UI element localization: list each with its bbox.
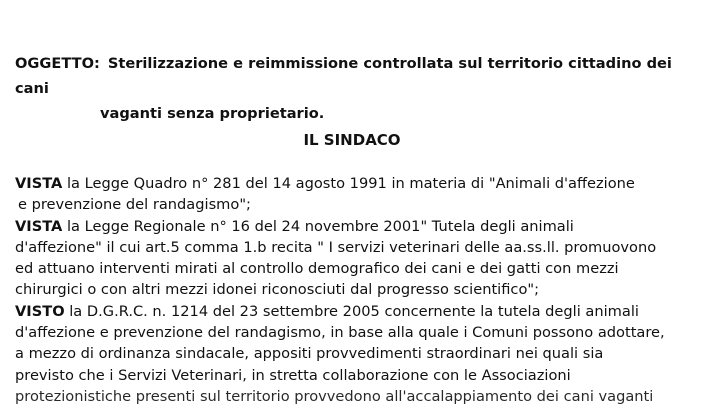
document-body xyxy=(15,173,695,407)
paragraph-line xyxy=(15,173,695,194)
subject-block xyxy=(15,51,695,126)
document-heading: IL SINDACO xyxy=(303,131,401,149)
paragraph-line: chirurgici o con altri mezzi idonei riconosciuti dal progresso scientifico"; xyxy=(15,281,540,299)
paragraph-line: d'affezione e prevenzione del randagismo, in base alla quale i Comuni possono adottare, xyxy=(15,324,665,342)
paragraph-line xyxy=(15,301,695,322)
paragraph-keyword: VISTA xyxy=(15,175,63,192)
paragraph-line: previsto che i Servizi Veterinari, in stretta collaborazione con le Associazioni xyxy=(15,366,571,384)
subject-label: OGGETTO: xyxy=(15,55,100,72)
paragraph-legge-quadro xyxy=(15,173,695,216)
subject-line-2: vaganti senza proprietario. xyxy=(100,105,325,122)
paragraph-keyword: VISTO xyxy=(15,302,65,320)
paragraph-line: a mezzo di ordinanza sindacale, appositi provvedimenti straordinari nei quali sia xyxy=(15,345,604,363)
paragraph-line: d'affezione" il cui art.5 comma 1.b recita " I servizi veterinari delle aa.ss.ll. promuovono xyxy=(15,238,657,256)
paragraph-line: protezionistiche presenti sul territorio provvedono all'accalappiamento dei cani vaganti xyxy=(15,387,654,405)
paragraph-line: ed attuano interventi mirati al controllo demografico dei cani e dei gatti con mezzi xyxy=(15,260,619,278)
paragraph-keyword: VISTA xyxy=(15,217,63,235)
paragraph-line xyxy=(15,216,695,237)
paragraph-text: la Legge Regionale n° 16 del 24 novembre 2001" Tutela degli animali xyxy=(67,217,574,235)
paragraph-text: la Legge Quadro n° 281 del 14 agosto 1991 in materia di "Animali d'affezione xyxy=(67,175,635,192)
paragraph-text: la D.G.R.C. n. 1214 del 23 settembre 2005 concernente la tutela degli animali xyxy=(69,302,639,320)
paragraph-dgrc xyxy=(15,301,695,407)
paragraph-line: e prevenzione del randagismo"; xyxy=(18,196,251,214)
subject-line-1: Sterilizzazione e reimmissione controllata sul territorio cittadino dei cani xyxy=(15,55,672,97)
paragraph-legge-regionale xyxy=(15,216,695,301)
